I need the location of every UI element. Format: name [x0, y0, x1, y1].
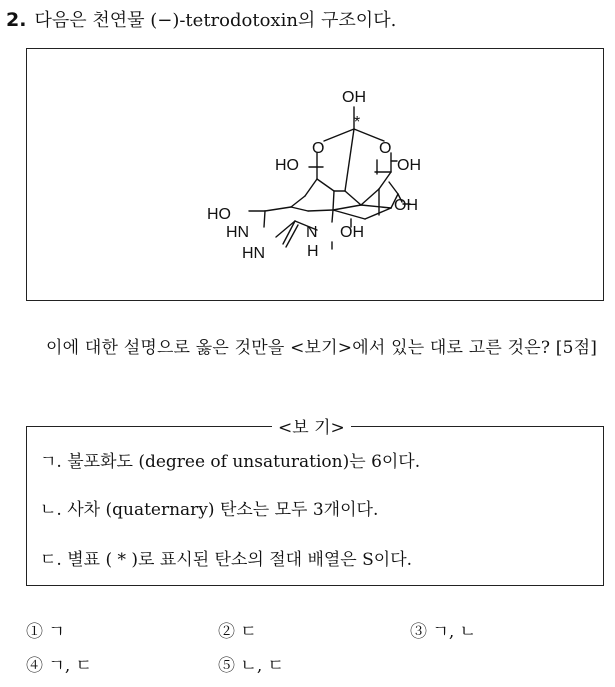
label-hn-ring: HN [226, 224, 250, 241]
label-ho-left: HO [207, 206, 231, 223]
question-prompt: 이에 대한 설명으로 옳은 것만을 <보기>에서 있는 대로 고른 것은? [5점] [46, 338, 598, 358]
choice-4[interactable]: ④ ㄱ, ㄷ [26, 656, 93, 676]
statement-giyeok: ㄱ. 불포화도 (degree of unsaturation)는 6이다. [40, 452, 421, 472]
statement-digeut: ㄷ. 별표 ( * )로 표시된 탄소의 절대 배열은 S이다. [40, 550, 413, 570]
choice-3[interactable]: ③ ㄱ, ㄴ [410, 622, 477, 642]
tetrodotoxin-structure [27, 49, 605, 302]
label-hn-imine: HN [242, 245, 266, 262]
label-o-left: O [312, 140, 325, 157]
label-h-n: H [307, 243, 319, 260]
choice-1[interactable]: ① ㄱ [26, 622, 65, 642]
label-ho-upper-left: HO [275, 157, 299, 174]
label-o-right: O [379, 140, 392, 157]
question-line [6, 6, 396, 32]
choice-2[interactable]: ② ㄷ [218, 622, 257, 642]
question-number: 2. [6, 9, 27, 31]
label-oh-right: OH [394, 197, 418, 214]
label-oh-bottom: OH [340, 224, 364, 241]
label-n-ring: N [306, 224, 318, 241]
statement-nieun: ㄴ. 사차 (quaternary) 탄소는 모두 3개이다. [40, 500, 379, 520]
asterisk-mark: * [354, 114, 361, 131]
label-oh-top: OH [342, 89, 366, 106]
structure-box [26, 48, 604, 301]
question-text: 다음은 천연물 (−)-tetrodotoxin의 구조이다. [34, 10, 397, 31]
bogi-title: <보 기> [272, 413, 351, 438]
choice-5[interactable]: ⑤ ㄴ, ㄷ [218, 656, 285, 676]
label-oh-upper-right: OH [397, 157, 421, 174]
